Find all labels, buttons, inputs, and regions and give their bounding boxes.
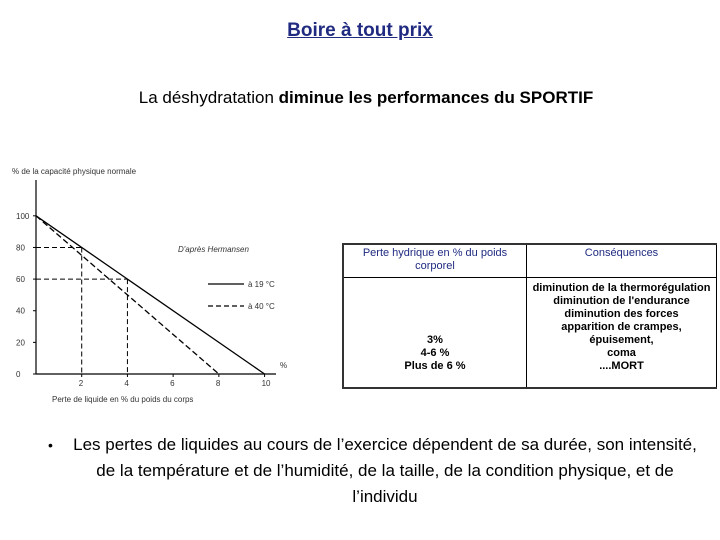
chart-svg: [8, 160, 308, 405]
x-tick-label: 8: [215, 379, 221, 388]
loss-line: 4-6 %: [420, 347, 450, 359]
series-line: [36, 216, 219, 374]
consequences-table-wrap: [342, 243, 717, 389]
bullet-point: [50, 432, 700, 510]
consequence-line: diminution de la thermorégulation: [532, 282, 711, 294]
consequence-line: ....MORT: [599, 360, 644, 372]
y-axis-label: % de la capacité physique normale: [12, 167, 137, 176]
consequence-line: coma: [607, 347, 636, 359]
table-cell-consequences: [527, 278, 717, 389]
y-tick-label: 60: [16, 275, 25, 285]
slide-subtitle: [0, 88, 720, 108]
x-unit-label: %: [280, 361, 288, 370]
series-line: [36, 216, 265, 374]
bullet-icon: •: [48, 437, 53, 453]
y-tick-label: 100: [16, 211, 30, 221]
slide-title: Boire à tout prix: [287, 20, 433, 41]
y-tick-label: 40: [16, 306, 25, 316]
x-tick-label: 2: [78, 379, 84, 388]
consequence-line: diminution de l'endurance: [553, 295, 690, 307]
x-tick-label: 4: [124, 379, 129, 388]
chart-annotation: D'après Hermansen: [178, 245, 249, 254]
x-axis-label: Perte de liquide en % du poids du corps: [52, 395, 194, 404]
x-tick-label: 6: [170, 379, 175, 388]
legend-label: à 40 °C: [248, 302, 275, 311]
y-tick-label: 80: [16, 243, 25, 253]
consequence-line: diminution des forces: [564, 308, 679, 320]
x-tick-label: 10: [261, 379, 271, 388]
dehydration-chart: [8, 160, 308, 405]
bullet-text: Les pertes de liquides au cours de l’exercice dépendent de sa durée, son intensité, de la température et de l’humidité, de la taille, de la condition physique, et de l’individu: [73, 435, 697, 506]
table-header-consequences: Conséquences: [527, 244, 717, 278]
consequence-line: apparition de crampes, épuisement,: [561, 321, 682, 346]
loss-line: 3%: [427, 334, 443, 346]
loss-line: Plus de 6 %: [404, 360, 466, 372]
table-header-loss: Perte hydrique en % du poids corporel: [343, 244, 527, 278]
consequences-table: [342, 243, 717, 389]
subtitle-emphasis: diminue les performances du SPORTIF: [278, 88, 594, 107]
y-tick-label: 20: [16, 338, 25, 348]
subtitle-lead: La déshydratation: [138, 88, 279, 107]
legend-label: à 19 °C: [248, 280, 275, 289]
y-tick-label: 0: [16, 370, 21, 379]
table-cell-loss: [343, 278, 527, 389]
